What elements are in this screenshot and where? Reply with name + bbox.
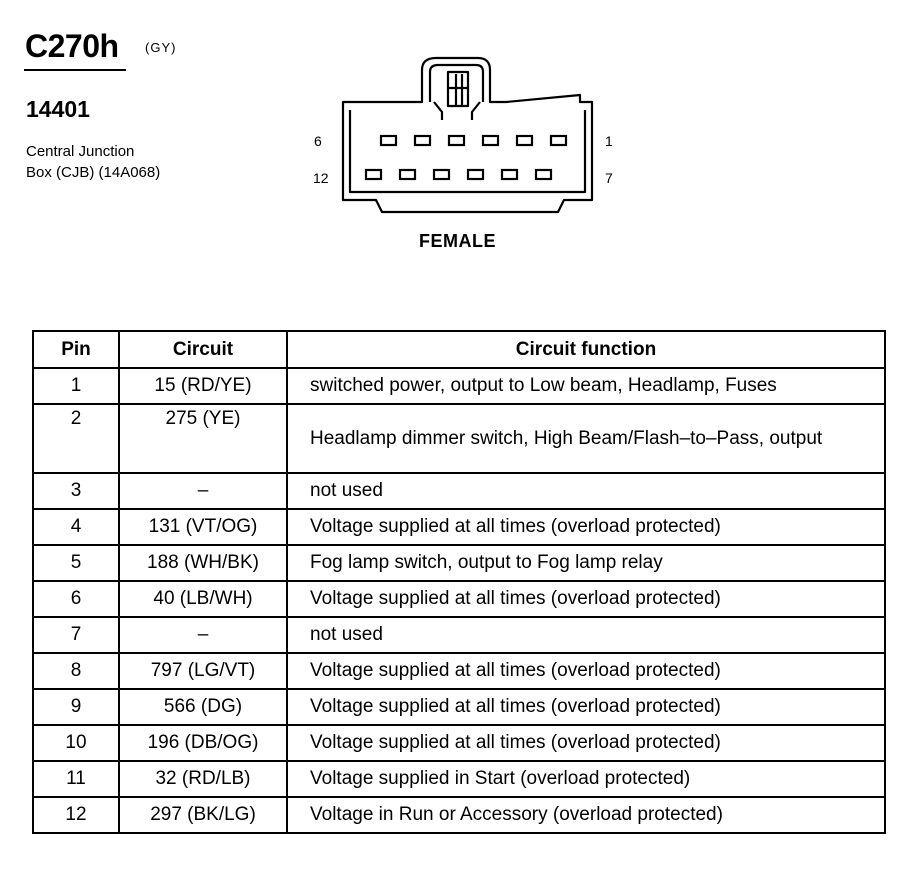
circuit-id: 131 (VT/OG) (119, 509, 287, 545)
table-row (33, 761, 885, 797)
circuit-function: Voltage supplied at all times (overload protected) (287, 653, 885, 689)
circuit-id: 797 (LG/VT) (119, 653, 287, 689)
circuit-id: 275 (YE) (119, 404, 287, 473)
pin-cavity-1 (551, 136, 566, 145)
circuit-function: Voltage supplied at all times (overload protected) (287, 581, 885, 617)
table-row (33, 368, 885, 404)
title-underline (24, 69, 126, 71)
component-description-line2: Box (CJB) (14A068) (26, 164, 161, 181)
table-row (33, 473, 885, 509)
header-pin: Pin (33, 331, 119, 368)
circuit-function: Voltage in Run or Accessory (overload protected) (287, 797, 885, 833)
component-description-line1: Central Junction (26, 143, 135, 160)
table-header-row (33, 331, 885, 368)
table-row (33, 653, 885, 689)
pin-cavity-11 (400, 170, 415, 179)
table-row (33, 725, 885, 761)
pin-function-table (32, 330, 886, 834)
connector-color-code: (GY) (145, 40, 177, 55)
part-number: 14401 (26, 96, 90, 122)
pin-number: 10 (33, 725, 119, 761)
table-row (33, 545, 885, 581)
pin-number: 6 (33, 581, 119, 617)
circuit-function: Headlamp dimmer switch, High Beam/Flash–to–Pass, output (287, 404, 885, 473)
pin-label-top-left: 6 (314, 133, 322, 149)
pin-number: 11 (33, 761, 119, 797)
circuit-function: switched power, output to Low beam, Headlamp, Fuses (287, 368, 885, 404)
circuit-function: Voltage supplied at all times (overload protected) (287, 725, 885, 761)
connector-title: C270h (25, 28, 119, 64)
pin-number: 5 (33, 545, 119, 581)
table-row (33, 617, 885, 653)
pin-cavity-2 (517, 136, 532, 145)
pin-cavity-7 (536, 170, 551, 179)
circuit-function: Voltage supplied at all times (overload protected) (287, 509, 885, 545)
pin-label-bottom-left: 12 (313, 170, 329, 186)
circuit-function: Voltage supplied in Start (overload protected) (287, 761, 885, 797)
pin-cavity-6 (381, 136, 396, 145)
circuit-id: 188 (WH/BK) (119, 545, 287, 581)
pin-number: 8 (33, 653, 119, 689)
header-circuit: Circuit (119, 331, 287, 368)
header-circuit-function: Circuit function (287, 331, 885, 368)
table-row (33, 404, 885, 473)
pin-number: 9 (33, 689, 119, 725)
pin-cavity-9 (468, 170, 483, 179)
pin-cavity-8 (502, 170, 517, 179)
pin-cavity-10 (434, 170, 449, 179)
circuit-function: not used (287, 473, 885, 509)
connector-face-diagram (330, 50, 610, 220)
circuit-function: Fog lamp switch, output to Fog lamp relay (287, 545, 885, 581)
circuit-id: 15 (RD/YE) (119, 368, 287, 404)
pin-cavity-4 (449, 136, 464, 145)
circuit-function: Voltage supplied at all times (overload protected) (287, 689, 885, 725)
table-row (33, 689, 885, 725)
connector-gender-label: FEMALE (419, 231, 496, 251)
pin-number: 12 (33, 797, 119, 833)
table-row (33, 797, 885, 833)
pin-number: 4 (33, 509, 119, 545)
circuit-id: 40 (LB/WH) (119, 581, 287, 617)
circuit-function: not used (287, 617, 885, 653)
pin-cavity-12 (366, 170, 381, 179)
circuit-id: – (119, 617, 287, 653)
circuit-id: 297 (BK/LG) (119, 797, 287, 833)
pin-number: 7 (33, 617, 119, 653)
circuit-id: 196 (DB/OG) (119, 725, 287, 761)
circuit-id: – (119, 473, 287, 509)
pin-number: 1 (33, 368, 119, 404)
table-row (33, 581, 885, 617)
pin-label-top-right: 1 (605, 133, 613, 149)
pin-number: 3 (33, 473, 119, 509)
pin-number: 2 (33, 404, 119, 473)
pin-cavity-5 (415, 136, 430, 145)
table-row (33, 509, 885, 545)
pin-cavity-3 (483, 136, 498, 145)
circuit-id: 566 (DG) (119, 689, 287, 725)
circuit-id: 32 (RD/LB) (119, 761, 287, 797)
pin-label-bottom-right: 7 (605, 170, 613, 186)
